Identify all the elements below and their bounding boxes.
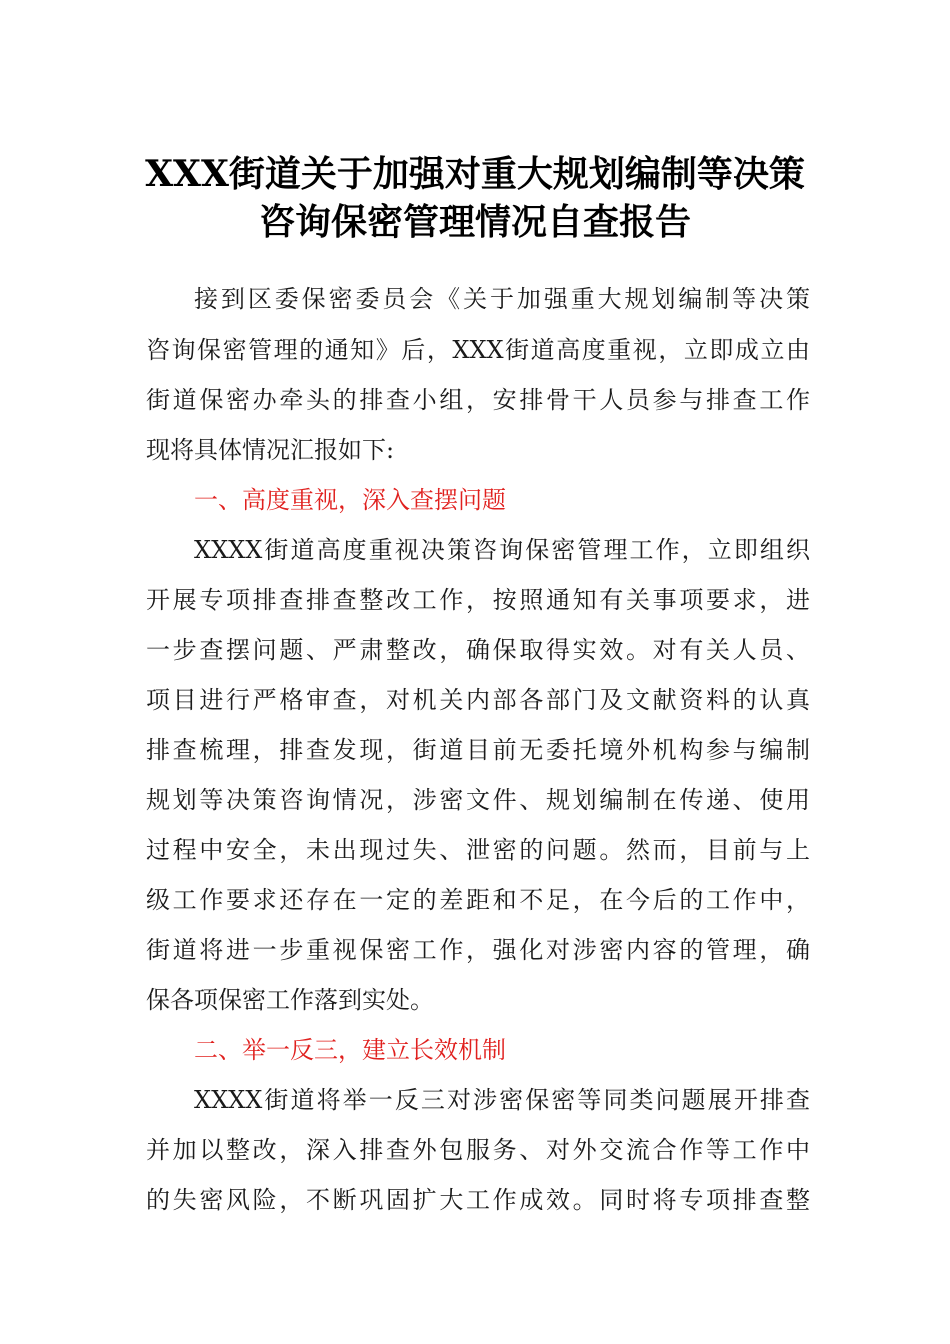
section1-line: 街道将进一步重视保密工作，强化对涉密内容的管理，确 [146,936,810,964]
section-heading-1: 一、高度重视，深入查摆问题 [194,486,506,514]
section1-line: 一步查摆问题、严肃整改，确保取得实效。对有关人员、 [146,636,810,664]
section2-line: 的失密风险，不断巩固扩大工作成效。同时将专项排查整 [146,1186,810,1214]
section1-line: 排查梳理，排查发现，街道目前无委托境外机构参与编制 [146,736,810,764]
intro-line: 接到区委保密委员会《关于加强重大规划编制等决策 [194,285,810,313]
intro-line: 现将具体情况汇报如下: [146,436,395,464]
section1-line: 级工作要求还存在一定的差距和不足，在今后的工作中， [146,886,810,914]
section1-line: 保各项保密工作落到实处。 [146,986,434,1014]
section1-line: XXXX街道高度重视决策咨询保密管理工作，立即组织 [194,536,810,564]
section1-line: 过程中安全，未出现过失、泄密的问题。然而，目前与上 [146,836,810,864]
document-title-line-2: 咨询保密管理情况自查报告 [258,201,691,243]
intro-line: 街道保密办牵头的排查小组，安排骨干人员参与排查工作 [146,386,810,414]
document-title-line-1: XXX街道关于加强对重大规划编制等决策 [145,153,805,195]
intro-line: 咨询保密管理的通知》后，XXX街道高度重视，立即成立由 [146,336,810,364]
section2-line: 并加以整改，深入排查外包服务、对外交流合作等工作中 [146,1136,810,1164]
section1-line: 规划等决策咨询情况，涉密文件、规划编制在传递、使用 [146,786,810,814]
section1-line: 项目进行严格审查，对机关内部各部门及文献资料的认真 [146,686,810,714]
section1-line: 开展专项排查排查整改工作，按照通知有关事项要求，进 [146,586,810,614]
section2-line: XXXX街道将举一反三对涉密保密等同类问题展开排查 [194,1086,810,1114]
section-heading-2: 二、举一反三，建立长效机制 [194,1036,506,1064]
